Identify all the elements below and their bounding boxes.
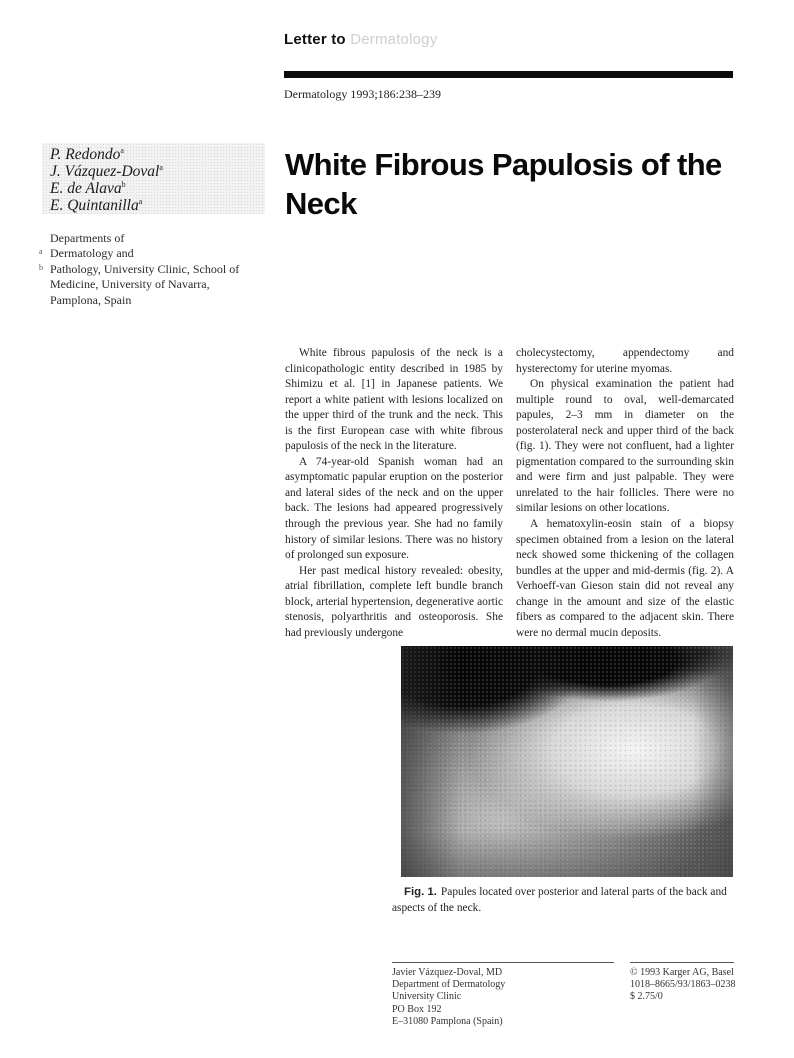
article-title: White Fibrous Papulosis of the Neck	[285, 147, 722, 221]
author	[42, 197, 265, 214]
paragraph: Her past medical history revealed: obesity, atrial fibrillation, complete left bundle branch block, arterial hypertension, degenerative aortic stenosis, polyarthritis and osteoporosis. She had previously undergone	[285, 564, 503, 639]
price-line: $ 2.75/0	[630, 991, 663, 1003]
author-name: P. Redondo	[50, 146, 121, 163]
issn-line: 1018–8665/93/1863–0238	[630, 979, 736, 991]
author-list	[42, 143, 265, 214]
affiliation-line	[39, 261, 280, 277]
contact-line: Javier Vázquez-Doval, MD	[392, 967, 503, 978]
author-box	[42, 143, 265, 214]
section-label-text: Letter to	[284, 31, 346, 48]
affiliation-mark: a	[39, 247, 43, 257]
affiliation-text: Dermatology and	[50, 246, 134, 261]
figure-caption-text: Papules located over posterior and lateral parts of the back and aspects of the neck.	[392, 886, 727, 914]
author	[42, 180, 265, 197]
affiliations	[39, 231, 280, 308]
affiliation-line	[50, 231, 280, 246]
author-name: E. Quintanilla	[50, 197, 139, 214]
affiliation-line	[50, 293, 280, 308]
contact-line: E–31080 Pamplona (Spain)	[392, 1015, 503, 1027]
affiliation-mark: a	[120, 145, 124, 155]
affiliation-text: Departments of	[50, 231, 125, 245]
body-column-right	[516, 346, 734, 641]
author-name: E. de Alava	[50, 180, 122, 197]
affiliation-mark: b	[121, 179, 126, 189]
affiliation-text: Medicine, University of Navarra,	[50, 277, 210, 292]
affiliation-mark: b	[39, 262, 43, 272]
paragraph: White fibrous papulosis of the neck is a clinicopathologic entity described in 1985 by Shimizu et al. [1] in Japanese patients. We report a white patient with lesions localized on the upper third of the trunk and the neck. This is the first European case with white fibrous papulosis of the neck in the literature.	[285, 347, 503, 453]
journal-name-ghost: Dermatology	[350, 31, 438, 48]
author	[42, 146, 265, 163]
contact-line: Department of Dermatology	[392, 979, 506, 991]
figure-label: Fig. 1.	[404, 886, 437, 898]
paragraph: cholecystectomy, appendectomy and hysterectomy for uterine myomas.	[516, 347, 734, 375]
paragraph: On physical examination the patient had multiple round to oval, well-demarcated papules, 2–3 mm in diameter on the posterolateral neck and upper third of the back (fig. 1). They were not confluent, had a lighter pigmentation compared to the surrounding skin and were firm and just palpable. They were unrelated to the hair follicles. There were no similar lesions on other locations.	[516, 378, 734, 515]
affiliation-text: Pathology, University Clinic, School of	[50, 261, 240, 276]
contact-line: PO Box 192	[392, 1003, 442, 1015]
paragraph: A 74-year-old Spanish woman had an asymptomatic papular eruption on the posterior and lateral sides of the neck and on the upper back. The lesions had appeared progressively through the previous year. She had no family history of similar lesions. There was no history of prolonged sun exposure.	[285, 455, 503, 562]
copyright-info	[630, 967, 750, 1004]
paragraph: A hematoxylin-eosin stain of a biopsy specimen obtained from a lesion on the lateral neck showed some thickening of the collagen bundles at the upper and mid-dermis (fig. 2). A Verhoeff-van Gieson stain did not reveal any change in the amount and size of the elastic fibers as compared to the adjacent skin. There were no dermal mucin deposits.	[516, 518, 734, 639]
figure-1-photo	[401, 646, 733, 877]
section-label	[284, 31, 437, 48]
affiliation-text: Pamplona, Spain	[50, 292, 132, 307]
footer-rule-right	[630, 962, 734, 963]
footer-rule-left	[392, 962, 614, 963]
contact-line: University Clinic	[392, 991, 462, 1003]
author	[42, 163, 265, 180]
photo-edge-shadow	[401, 646, 733, 877]
figure-caption	[392, 885, 737, 916]
author-name: J. Vázquez-Doval	[50, 163, 160, 180]
affiliation-mark: a	[159, 162, 163, 172]
affiliation-line	[50, 277, 280, 292]
affiliation-line	[39, 246, 280, 261]
copyright-line: © 1993 Karger AG, Basel	[630, 967, 734, 978]
correspondence-address	[392, 967, 622, 1028]
body-column-left	[285, 346, 503, 641]
header-rule-bar	[284, 71, 733, 78]
citation: Dermatology 1993;186:238–239	[284, 87, 441, 101]
affiliation-mark: a	[138, 196, 143, 206]
